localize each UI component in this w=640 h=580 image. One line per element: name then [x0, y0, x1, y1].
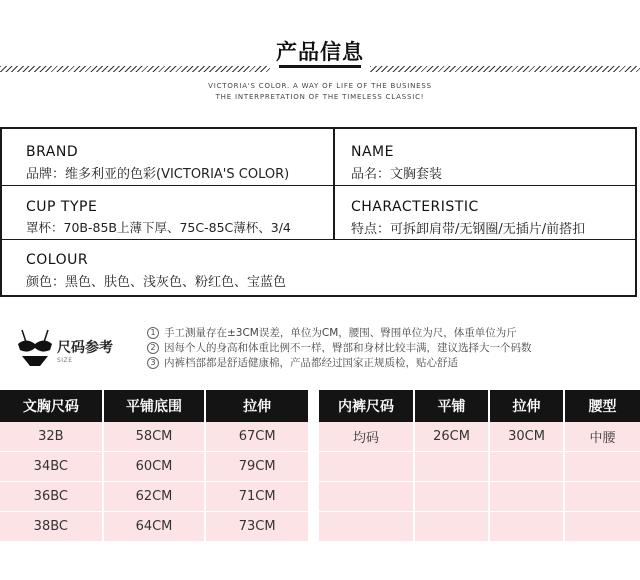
table-cell [489, 452, 564, 482]
table-cell: 中腰 [564, 422, 640, 452]
size-note [147, 325, 517, 340]
note-text: 内裤档部都是舒适健康棉，产品都经过国家正规质检，贴心舒适 [164, 357, 458, 369]
title-hatch-right [370, 66, 640, 72]
table-cell [489, 512, 564, 542]
note-number: 1 [147, 327, 159, 339]
table-cell: 38BC [0, 512, 103, 542]
size-reference-subtitle: SIZE [57, 357, 73, 364]
table-cell: 64CM [103, 512, 206, 542]
column-header: 内裤尺码 [319, 390, 414, 422]
table-cell [564, 512, 640, 542]
title-hatch-left [0, 66, 270, 72]
table-cell: 30CM [489, 422, 564, 452]
name-label: NAME [351, 144, 394, 160]
column-header: 平铺 [414, 390, 489, 422]
brand-label: BRAND [26, 144, 79, 160]
cup-type-label: CUP TYPE [26, 199, 98, 215]
note-number: 3 [147, 357, 159, 369]
column-header: 拉伸 [489, 390, 564, 422]
table-row [319, 512, 640, 542]
info-row-divider [0, 185, 637, 186]
table-cell [489, 482, 564, 512]
table-header-row [0, 390, 308, 422]
cup-type-value: 罩杯：70B-85B上薄下厚、75C-85C薄杯、3/4 [26, 220, 291, 235]
table-row [319, 452, 640, 482]
column-header: 拉伸 [205, 390, 308, 422]
table-row [319, 482, 640, 512]
table-cell: 71CM [205, 482, 308, 512]
table-row [0, 422, 308, 452]
table-row [0, 512, 308, 542]
title-underline [279, 65, 361, 68]
table-row [319, 422, 640, 452]
table-cell [319, 482, 414, 512]
info-row-divider [0, 239, 637, 240]
table-row [0, 452, 308, 482]
note-text: 手工测量存在±3CM误差，单位为CM，腰围、臀围单位为尺，体重单位为斤 [164, 327, 517, 339]
bra-set-icon [16, 328, 54, 372]
table-cell [564, 482, 640, 512]
table-cell: 36BC [0, 482, 103, 512]
tagline-line1: VICTORIA'S COLOR. A WAY OF LIFE OF THE BUSINESS [208, 82, 432, 90]
table-cell [564, 452, 640, 482]
column-header: 文胸尺码 [0, 390, 103, 422]
table-row [0, 482, 308, 512]
table-cell: 60CM [103, 452, 206, 482]
tagline-line2: THE INTERPRETATION OF THE TIMELESS CLASSIC! [215, 93, 425, 101]
table-cell: 26CM [414, 422, 489, 452]
table-cell [414, 482, 489, 512]
brand-value: 品牌：维多利亚的色彩(VICTORIA'S COLOR) [26, 167, 290, 182]
colour-label: COLOUR [26, 252, 89, 268]
column-header: 平铺底围 [103, 390, 206, 422]
table-cell [414, 512, 489, 542]
note-text: 因每个人的身高和体重比例不一样，臀部和身材比较丰满，建议选择大一个码数 [164, 342, 532, 354]
bra-size-table [0, 390, 308, 542]
brief-size-table [319, 390, 640, 542]
table-cell: 均码 [319, 422, 414, 452]
table-cell: 58CM [103, 422, 206, 452]
size-reference-title: 尺码参考 [57, 340, 113, 356]
size-note [147, 355, 458, 370]
table-cell: 62CM [103, 482, 206, 512]
colour-value: 颜色：黑色、肤色、浅灰色、粉红色、宝蓝色 [26, 275, 287, 290]
table-cell [319, 452, 414, 482]
table-cell: 73CM [205, 512, 308, 542]
name-value: 品名：文胸套装 [351, 167, 443, 182]
column-header: 腰型 [564, 390, 640, 422]
characteristic-label: CHARACTERISTIC [351, 199, 479, 215]
size-note [147, 340, 532, 355]
table-cell: 79CM [205, 452, 308, 482]
table-cell [319, 512, 414, 542]
table-cell: 34BC [0, 452, 103, 482]
info-column-divider [333, 127, 335, 239]
table-header-row [319, 390, 640, 422]
page-title: 产品信息 [276, 40, 364, 64]
table-cell [414, 452, 489, 482]
table-cell: 32B [0, 422, 103, 452]
note-number: 2 [147, 342, 159, 354]
characteristic-value: 特点：可拆卸肩带/无钢圈/无插片/前搭扣 [351, 222, 586, 237]
table-cell: 67CM [205, 422, 308, 452]
